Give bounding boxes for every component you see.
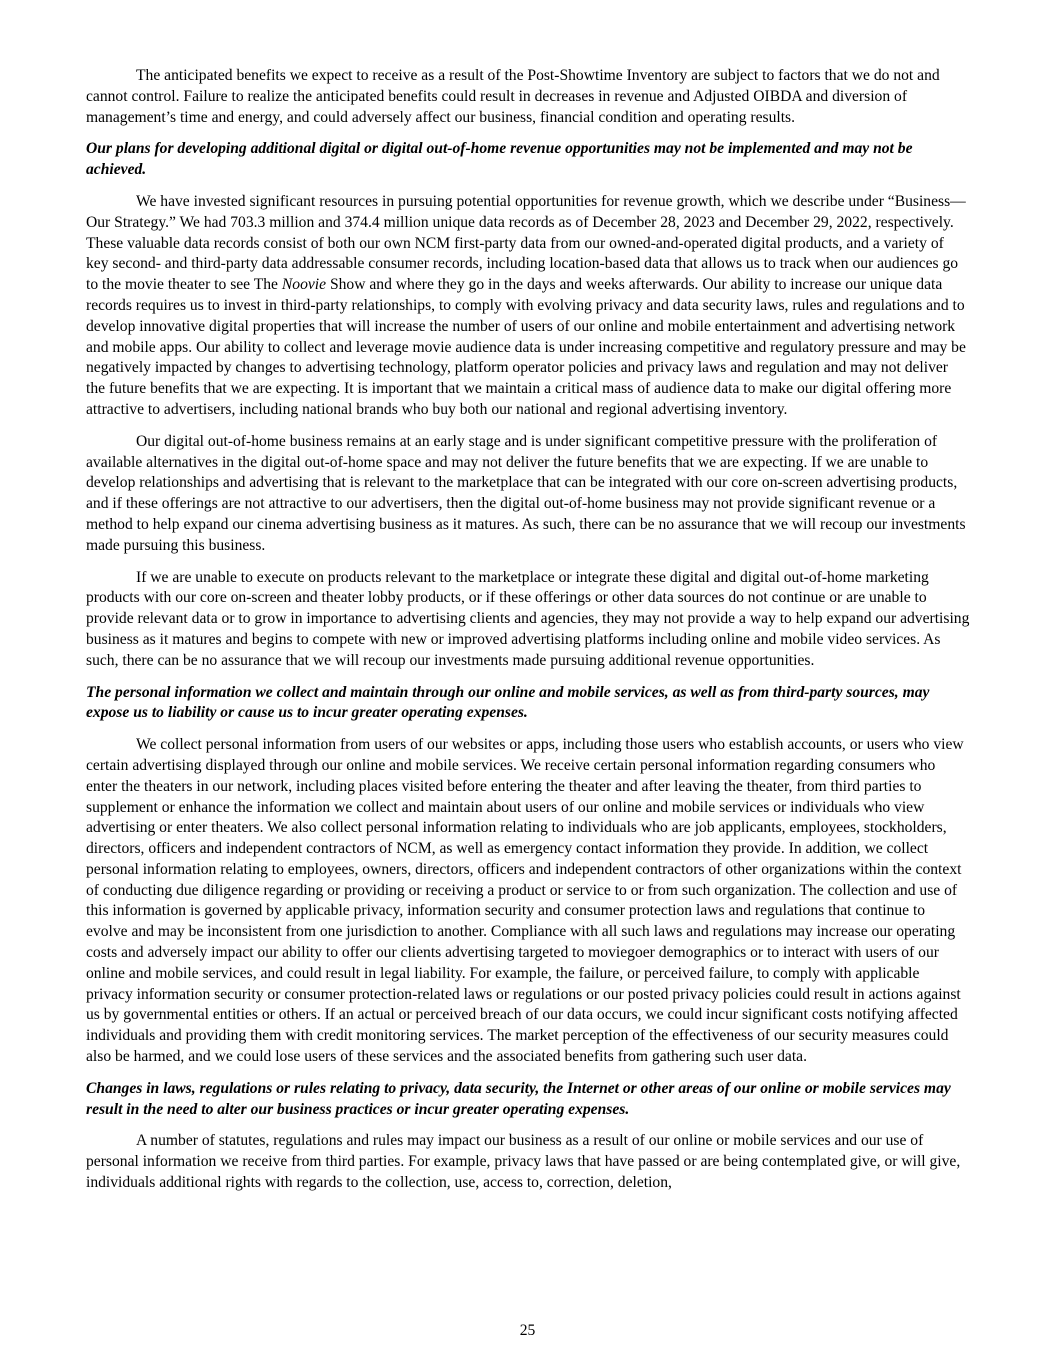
heading-personal-information: The personal information we collect and maintain through our online and mobile services, as well as from third-party sources, may expose us to liability or cause us to incur greater operating expenses. — [86, 683, 930, 722]
heading-digital-revenue-opportunities: Our plans for developing additional digital or digital out-of-home revenue opportunities may not be implemented and may not be achieved. — [86, 140, 913, 179]
paragraph-data-records-part-2: Show and where they go in the days and weeks afterwards. Our ability to increase our unique data records requires us to invest in third-party relationships, to comply with evolving privacy and data security laws, rules and regulations and to develop innovative digital properties that will increase the number of users of our online and mobile entertainment and advertising network and mobile apps. Our ability to collect and leverage movie audience data is under increasing competitive and regulatory pressure and may be negatively impacted by changes to advertising technology, platform operator policies and privacy laws and regulation and may not deliver the future benefits that we are expecting. It is important that we maintain a critical mass of audience data to make our digital offering more attractive to advertisers, including national brands who buy both our national and regional advertising inventory. — [86, 276, 966, 418]
noovie-title: Noovie — [281, 276, 327, 294]
paragraph-data-records-part-1: We have invested significant resources in pursuing potential opportunities for revenue growth, which we describe under “Business—Our Strategy.” We had 703.3 million and 374.4 million unique data records as of December 28, 2023 and December 29, 2022, respectively. These valuable data records consist of both our own NCM first-party data from our owned-and-operated digital products, and a variety of key second- and third-party data addressable consumer records, including location-based data that allows us to track when our audiences go to the movie theater to see The — [86, 192, 966, 294]
paragraph-digital-out-of-home: Our digital out-of-home business remains at an early stage and is under significant competitive pressure with the proliferation of available alternatives in the digital out-of-home space and may not deliver the future benefits that we are expecting. If we are unable to develop relationships and advertising that is relevant to the marketplace that can be integrated with our core on-screen advertising products, and if these offerings are not attractive to our advertisers, then the digital out-of-home business may not provide significant revenue or a method to help expand our cinema advertising business as it matures. As such, there can be no assurance that we will recoup our investments made pursuing this business. — [86, 432, 966, 554]
paragraph-collect-personal-information: We collect personal information from users of our websites or apps, including those users who establish accounts, or users who view certain advertising displayed through our online and mobile services. We receive certain personal information regarding consumers who enter the theaters in our network, including places visited before entering the theater and after leaving the theater, from third parties to supplement or enhance the information we collect and maintain about users of our online and mobile services or individuals who view advertising or enter theaters. We also collect personal information relating to individuals who are job applicants, employees, stockholders, directors, officers and independent contractors of NCM, as well as emergency contact information they provide. In addition, we collect personal information relating to employees, owners, directors, officers and independent contractors of other organizations within the context of conducting due diligence regarding or providing or receiving a product or service to or from such organization. The collection and use of this information is governed by applicable privacy, information security and consumer protection laws and regulations that continue to evolve and may be inconsistent from one jurisdiction to another. Compliance with all such laws and regulations may increase our operating costs and adversely impact our ability to offer our clients advertising targeted to moviegoer demographics or to interact with users of our online and mobile services, and could result in legal liability. For example, the failure, or perceived failure, to comply with applicable privacy information security or consumer protection-related laws or regulations or our posted privacy policies could result in actions against us by governmental entities or others. If an actual or perceived breach of our data occurs, we could incur significant costs notifying affected individuals and providing them with credit monitoring services. The market perception of the effectiveness of our security measures could also be harmed, and we could lose users of these services and the associated benefits from gathering such user data. — [86, 736, 964, 1066]
heading-changes-in-laws: Changes in laws, regulations or rules relating to privacy, data security, the Internet or other areas of our online or mobile services may result in the need to alter our business practices or incur greater operating expenses. — [86, 1079, 951, 1118]
paragraph-statutes-regulations: A number of statutes, regulations and rules may impact our business as a result of our online or mobile services and our use of personal information we receive from third parties. For example, privacy laws that have passed or are being contemplated give, or will give, individuals additional rights with regards to the collection, use, access to, correction, deletion, — [86, 1132, 961, 1192]
paragraph-execute-on-products: If we are unable to execute on products relevant to the marketplace or integrate these digital and digital out-of-home marketing products with our core on-screen and theater lobby products, or if these offerings or other data sources do not continue or are unable to provide relevant data or to grow in importance to advertising clients and agencies, they may not provide a way to help expand our advertising business as it matures and begins to compete with new or improved advertising platforms including online and mobile video services. As such, there can be no assurance that we will recoup our investments made pursuing additional revenue opportunities. — [86, 568, 970, 669]
paragraph-data-records — [86, 192, 970, 421]
page-number: 25 — [519, 1322, 536, 1339]
paragraph-post-showtime-benefits: The anticipated benefits we expect to receive as a result of the Post-Showtime Inventory are subject to factors that we do not and cannot control. Failure to realize the anticipated benefits could result in decreases in revenue and Adjusted OIBDA and diversion of management’s time and energy, and could adversely affect our business, financial condition and operating results. — [86, 67, 940, 126]
document-page — [86, 66, 970, 1205]
